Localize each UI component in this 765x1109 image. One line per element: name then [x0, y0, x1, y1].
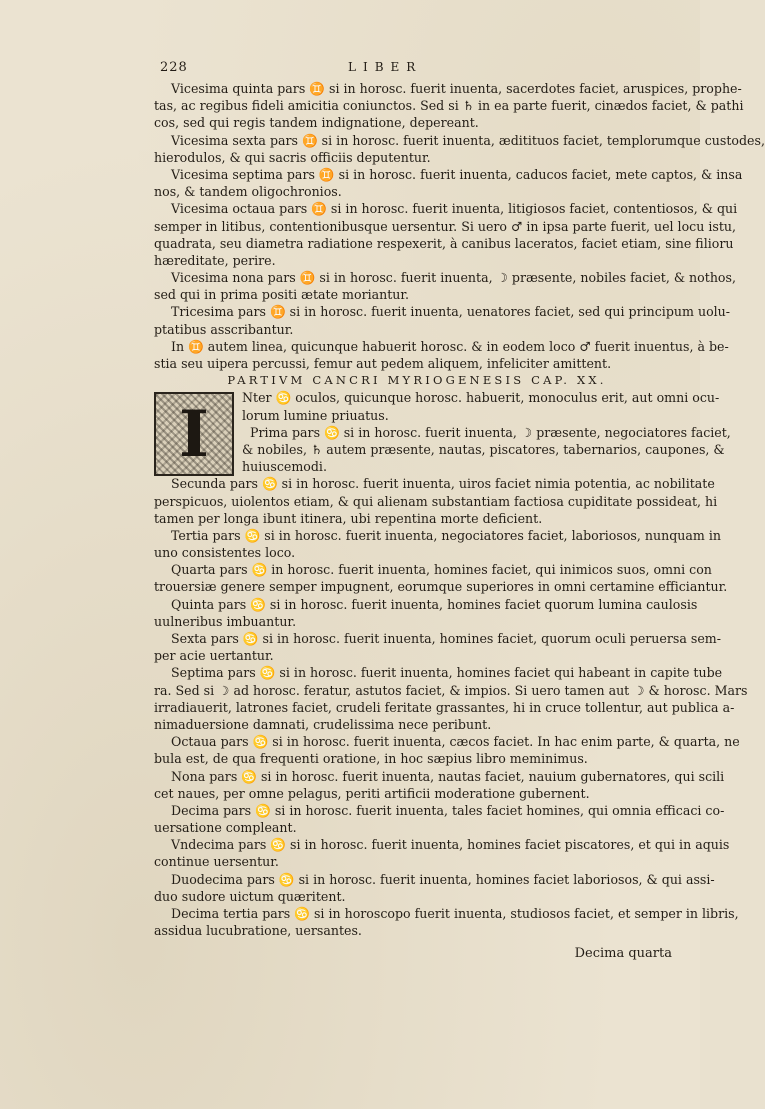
text-line: per acie uertantur. — [154, 648, 274, 664]
text-line: Vicesima octaua pars ♊ si in horosc. fuerit inuenta, litigiosos faciet, contentiosos, & qui — [171, 201, 738, 217]
text-line: Prima pars ♋ si in horosc. fuerit inuenta, ☽ præsente, negociatores faciet, — [250, 424, 731, 440]
text-line: uno consistentes loco. — [154, 545, 296, 561]
text-line: trouersiæ genere semper impugnent, eorumque superiores in omni certamine efficiantur. — [154, 579, 728, 595]
text-line: Quinta pars ♋ si in horosc. fuerit inuenta, homines faciet quorum lumina caulosis — [171, 596, 698, 612]
text-line: Tricesima pars ♊ si in horosc. fuerit inuenta, uenatores faciet, sed qui principum uolu- — [171, 304, 731, 320]
text-line: Decima tertia pars ♋ si in horoscopo fuerit inuenta, studiosos faciet, et semper in libris, — [171, 906, 739, 921]
text-line: Duodecima pars ♋ si in horosc. fuerit inuenta, homines faciet laboriosos, & qui assi- — [171, 871, 715, 887]
text-line: assidua lucubratione, uersantes. — [154, 923, 362, 939]
main-text — [154, 80, 765, 939]
decorated-initial-letter — [154, 392, 234, 476]
page-header — [160, 60, 680, 80]
text-line: uersatione compleant. — [154, 820, 297, 836]
text-line: Secunda pars ♋ si in horosc. fuerit inuenta, uiros faciet nimia potentia, ac nobilitate — [171, 476, 715, 492]
text-line: Vicesima septima pars ♊ si in horosc. fuerit inuenta, caducos faciet, mete captos, & insa — [171, 166, 743, 182]
text-line: Vndecima pars ♋ si in horosc. fuerit inuenta, homines faciet piscatores, et qui in aquis — [171, 837, 730, 853]
chapter-opening — [154, 389, 731, 475]
text-line: In ♊ autem linea, quicunque habuerit horosc. & in eodem loco ♂ fuerit inuentus, à be- — [171, 338, 729, 354]
text-line: ra. Sed si ☽ ad horosc. feratur, astutos faciet, & impios. Si uero tamen aut ☽ & horosc. Mars — [154, 682, 748, 698]
text-line: stia seu uipera percussi, femur aut pedem aliquem, infeliciter amittent. — [154, 356, 612, 371]
text-line: Nona pars ♋ si in horosc. fuerit inuenta, nautas faciet, nauium gubernatores, qui scili — [171, 768, 725, 784]
text-line: perspicuos, uiolentos etiam, & qui alienam substantiam factiosa cupiditate possideat, hi — [154, 493, 718, 509]
text-line: nimaduersione damnati, crudelissima nece peribunt. — [154, 716, 492, 732]
text-line: Nter ♋ oculos, quicunque horosc. habuerit, monoculus erit, aut omni ocu- — [242, 390, 720, 406]
text-line: Sexta pars ♋ si in horosc. fuerit inuenta, homines faciet, quorum oculi peruersa sem- — [171, 631, 721, 646]
running-head: LIBER — [348, 60, 423, 74]
text-line: sed qui in prima positi ætate moriantur. — [154, 287, 410, 303]
chapter-title: PARTIVM CANCRI MYRIOGENESIS CAP. XX. — [227, 373, 607, 388]
text-line: Tertia pars ♋ si in horosc. fuerit inuenta, negociatores faciet, laboriosos, nunquam in — [171, 527, 721, 543]
page-number: 228 — [160, 60, 188, 75]
text-line: ptatibus asscribantur. — [154, 321, 294, 337]
text-line: quadrata, seu diametra radiatione respexerit, à canibus laceratos, faciet etiam, sine filioru — [154, 235, 734, 251]
text-line: Octaua pars ♋ si in horosc. fuerit inuenta, cæcos faciet. In hac enim parte, & quarta, ne — [171, 734, 740, 750]
text-line: tamen per longa ibunt itinera, ubi repentina morte deficient. — [154, 510, 543, 526]
text-line: Septima pars ♋ si in horosc. fuerit inuenta, homines faciet qui habeant in capite tube — [171, 665, 723, 681]
text-line: hierodulos, & qui sacris officiis deputentur. — [154, 149, 431, 165]
text-line: Vicesima nona pars ♊ si in horosc. fuerit inuenta, ☽ præsente, nobiles faciet, & nothos, — [171, 270, 736, 286]
text-line: cos, sed qui regis tandem indignatione, depereant. — [154, 115, 479, 131]
text-line: Vicesima sexta pars ♊ si in horosc. fuerit inuenta, æditituos faciet, templorumque custodes, — [171, 132, 765, 148]
text-line: hæreditate, perire. — [154, 252, 276, 268]
text-line: bula est, de qua frequenti oratione, in hoc sæpius libro meminimus. — [154, 751, 588, 767]
text-line: uulneribus imbuantur. — [154, 613, 297, 629]
text-line: & nobiles, ♄ autem præsente, nautas, piscatores, tabernarios, caupones, & — [242, 441, 725, 457]
text-line: Decima pars ♋ si in horosc. fuerit inuenta, tales faciet homines, qui omnia efficaci co- — [171, 802, 725, 818]
text-line: nos, & tandem oligochronios. — [154, 184, 342, 200]
text-line: Vicesima quinta pars ♊ si in horosc. fuerit inuenta, sacerdotes faciet, aruspices, prophe- — [171, 81, 742, 96]
text-line: tas, ac regibus fideli amicitia coniunctos. Sed si ♄ in ea parte fuerit, cinædos faciet, & pathi — [154, 98, 744, 114]
initial-letter: I — [179, 397, 209, 473]
text-line: semper in litibus, contentionibusque uersentur. Si uero ♂ in ipsa parte fuerit, uel locu istu, — [154, 218, 737, 234]
text-line: cet naues, per omne pelagus, periti artificii moderatione gubernent. — [154, 785, 590, 801]
text-line: duo sudore uictum quæritent. — [154, 888, 346, 904]
text-line: lorum lumine priuatus. — [242, 407, 389, 423]
text-line: Quarta pars ♋ in horosc. fuerit inuenta, homines faciet, qui inimicos suos, omni con — [171, 562, 712, 578]
catchword: Decima quarta — [574, 946, 672, 961]
text-line: continue uersentur. — [154, 854, 279, 870]
text-line: irradiauerit, latrones faciet, crudeli feritate grassantes, hi in cruce tollentur, aut publica a- — [154, 699, 735, 715]
text-line: huiuscemodi. — [242, 459, 327, 475]
